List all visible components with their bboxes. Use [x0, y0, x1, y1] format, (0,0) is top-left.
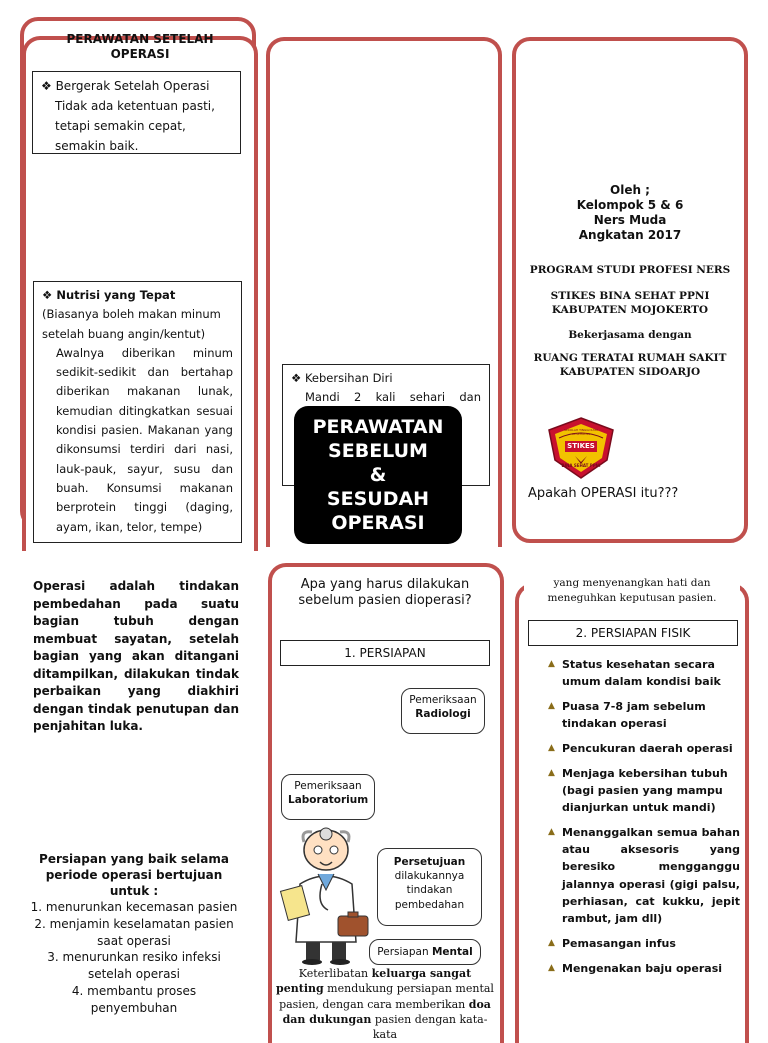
arrow-bullet-icon: ▲ [548, 962, 555, 973]
arrow-bullet-icon: ▲ [548, 768, 555, 779]
goal-4: 4. membantu proses penyembuhan [71, 983, 197, 1015]
doctor-illustration [278, 824, 374, 966]
stikes-logo [547, 416, 615, 480]
laboratorium-box [281, 774, 375, 820]
oleh: Oleh ; [610, 183, 650, 197]
logo-top-text: SEKOLAH TINGGI ILMU KESEHATAN [564, 428, 598, 436]
mental-prefix: Persiapan [377, 946, 432, 958]
title-line-5: OPERASI [331, 512, 425, 534]
logo-mid-text: STIKES [567, 442, 595, 450]
fisik-item-text: Puasa 7-8 jam sebelum tindakan operasi [562, 700, 706, 731]
list-item [548, 824, 740, 926]
list-item [548, 698, 740, 732]
title-line-4: SESUDAH [326, 488, 430, 510]
lab-line2: Laboratorium [288, 794, 369, 807]
keluarga-c: mendukung persiapan mental pasien, dengan cara memberikan [279, 982, 494, 1011]
fisik-item-text: Menanggalkan semua bahan atau aksesoris yang beresiko mengganggu jalannya operasi (gigi palsu, perhiasan, cat kukku, jepit rambut, jam dll) [562, 826, 740, 925]
goals-block [28, 851, 240, 1017]
question-text: Apakah OPERASI itu??? [528, 486, 679, 501]
goal-3: 3. menurunkan resiko infeksi setelah operasi [47, 950, 221, 982]
goals-title: Persiapan yang baik selama periode operasi bertujuan untuk : [39, 852, 229, 898]
nutrisi-note: (Biasanya boleh makan minum setelah buang angin/kentut) [42, 307, 221, 341]
keluarga-e: pasien dengan kata-kata [371, 1012, 488, 1042]
title-line-2: SEBELUM [328, 440, 428, 462]
list-item [548, 765, 740, 816]
list-item [548, 656, 740, 690]
persetujuan-line2: dilakukannya tindakan pembedahan [394, 870, 465, 911]
keluarga-b: keluarga sangat penting [276, 967, 472, 996]
fisik-item-text: Menjaga kebersihan tubuh (bagi pasien yang mampu dianjurkan untuk mandi) [562, 767, 728, 815]
mental-strong: Mental [431, 946, 473, 958]
title-block [294, 406, 462, 544]
fisik-item-text: Pencukuran daerah operasi [562, 742, 733, 756]
fisik-item-text: Mengenakan baju operasi [562, 961, 723, 975]
radiologi-line2: Radiologi [415, 708, 471, 721]
box-nutrisi-body: Awalnya diberikan minum sedikit-sedikit dan bertahap diberikan makanan lunak, kemudian ditingkatkan sesuai kondisi pasien. Makanan yang dikonsumsi terdiri dari nasi, lauk-pauk, sayur, susu dan buah. Konsumsi makanan berprotein tinggi (daging, ayam, ikan, telor, tempe) [56, 345, 233, 534]
persetujuan-box [377, 848, 482, 926]
arrow-bullet-icon: ▲ [548, 937, 555, 948]
arrow-bullet-icon: ▲ [548, 701, 555, 712]
list-item [548, 935, 740, 952]
box-nutrisi [33, 281, 242, 543]
nutrisi-title: ❖ Nutrisi yang Tepat [42, 288, 176, 302]
arrow-bullet-icon: ▲ [548, 827, 555, 838]
fisik-heading: 2. PERSIAPAN FISIK [528, 620, 738, 646]
box-bergerak-body: Tidak ada ketentuan pasti, tetapi semakin cepat, semakin baik. [55, 99, 215, 153]
radiologi-box [401, 688, 485, 734]
fisik-item-text: Status kesehatan secara umum dalam kondisi baik [562, 658, 721, 689]
box-nutrisi-head [42, 286, 233, 344]
kelompok: Kelompok 5 & 6 [576, 198, 684, 212]
doctor-icon [278, 824, 374, 966]
ners-muda: Ners Muda [593, 213, 667, 227]
kerjasama: Bekerjasama dengan [568, 329, 692, 341]
ruang-teratai: RUANG TERATAI RUMAH SAKIT KABUPATEN SIDOARJO [533, 352, 727, 378]
persiapan-heading: 1. PERSIAPAN [280, 640, 490, 666]
title-line-1: PERAWATAN [312, 416, 444, 438]
kebersihan-body: Mandi 2 kali sehari dan [305, 390, 481, 404]
stikes-name: STIKES BINA SEHAT PPNI KABUPATEN MOJOKERTO [550, 290, 710, 316]
angkatan: Angkatan 2017 [578, 228, 682, 242]
keluarga-d: doa dan dukungan [282, 997, 491, 1026]
arrow-bullet-icon: ▲ [548, 743, 555, 754]
keluarga-a: Keterlibatan [298, 967, 372, 980]
continued-text: yang menyenangkan hati dan meneguhkan keputusan pasien. [524, 576, 740, 606]
keluarga-text [274, 966, 496, 1042]
section-heading: Apa yang harus dilakukan sebelum pasien dioperasi? [298, 577, 472, 608]
arrow-bullet-icon: ▲ [548, 659, 555, 669]
authors-block [520, 183, 740, 243]
kebersihan-head: ❖ Kebersihan Diri [291, 371, 393, 385]
mental-box [369, 939, 481, 965]
operasi-definition: Operasi adalah tindakan pembedahan pada suatu bagian tubuh dengan membuat sayatan, setelah bagian yang akan ditangani ditampilkan, dilakukan tindak perbaikan yang diakhiri dengan tindak penutupan dan penjahitan luka. [33, 579, 239, 733]
fisik-item-text: Pemasangan infus [562, 936, 676, 950]
box-bergerak [32, 71, 241, 154]
list-item [548, 960, 740, 977]
logo-bot-text: BINA SEHAT PPNI [561, 463, 601, 468]
lab-line1: Pemeriksaan [294, 780, 362, 792]
list-item [548, 740, 740, 757]
goal-2: 2. menjamin keselamatan pasien saat operasi [34, 916, 234, 948]
persetujuan-line1: Persetujuan [393, 856, 466, 868]
box-bergerak-head: ❖ Bergerak Setelah Operasi [41, 79, 210, 93]
goal-1: 1. menurunkan kecemasan pasien [30, 900, 238, 914]
program-studi: PROGRAM STUDI PROFESI NERS [529, 264, 731, 276]
radiologi-line1: Pemeriksaan [409, 694, 477, 706]
left-panel-title: PERAWATAN SETELAH OPERASI [66, 32, 214, 61]
fisik-list [548, 656, 740, 985]
title-line-3: & [369, 464, 387, 486]
